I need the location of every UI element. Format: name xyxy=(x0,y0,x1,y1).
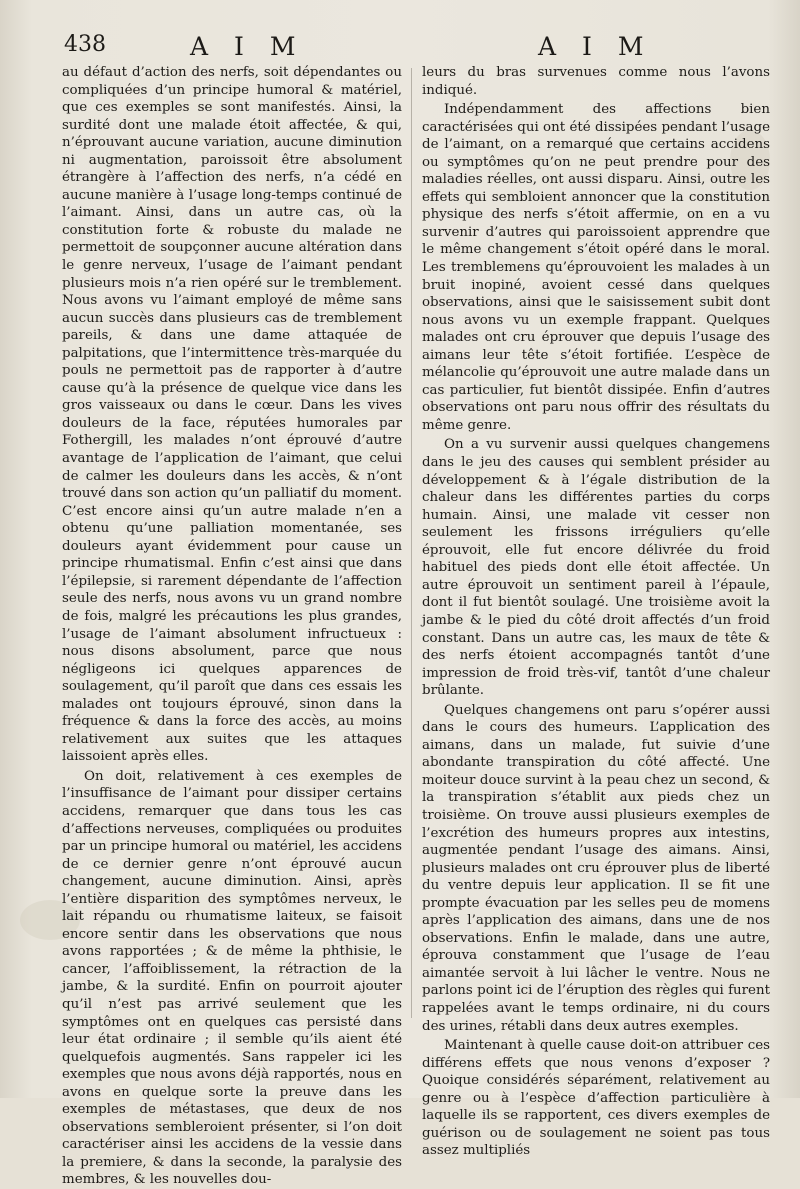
left-column xyxy=(62,64,402,1189)
right-column xyxy=(422,64,770,1160)
paragraph: leurs du bras survenues comme nous l’avons indiqué. xyxy=(422,65,770,98)
paragraph: On a vu survenir aussi quelques changemens dans le jeu des causes qui semblent présider au développement & à l’égale distribution de la chaleur dans les différentes parties du corps humain. Ainsi, une malade vit cesser non seulement les frissons irréguliers qu’elle éprouvoit, elle fut encore délivrée du froid habituel des pieds dont elle étoit affectée. Un autre éprouvoit un sentiment pareil à l’épaule, dont il fut bientôt soulagé. Une troisième avoit la jambe & le pied du côté droit affectés d’un froid constant. Dans un autre cas, les maux de tête & des nerfs étoient accompagnés tantôt d’une impression de froid très-vif, tantôt d’une chaleur brûlante. xyxy=(422,437,770,699)
paragraph: au défaut d’action des nerfs, soit dépendantes ou compliquées d’un principe humoral & matériel, que ces exemples se sont manifestés. Ainsi, la surdité dont une malade étoit affectée, & qui, n’éprouvant aucune variation, aucune diminution ni augmentation, paroissoit être absolument étrangère à l’affection des nerfs, n’a cédé en aucune manière à l’usage long-temps continué de l’aimant. Ainsi, dans un autre cas, où la constitution forte & robuste du malade ne permettoit de soupçonner aucune altération dans le genre nerveux, l’usage de l’aimant pendant plusieurs mois n’a rien opéré sur le tremblement. Nous avons vu l’aimant employé de même sans aucun succès dans plusieurs cas de tremblement pareils, & dans une dame attaquée de palpitations, que l’intermittence très-marquée du pouls ne permettoit pas de rapporter à d’autre cause qu’à la présence de quelque vice dans les gros vaisseaux ou dans le cœur. Dans les vives douleurs de la face, réputées humorales par Fothergill, les malades n’ont éprouvé d’autre avantage de l’application de l’aimant, que celui de calmer les douleurs dans les accès, & n’ont trouvé dans son action qu’un palliatif du moment. C’est encore ainsi qu’un autre malade n’en a obtenu qu’une palliation momentanée, ses douleurs ayant évidemment pour cause un principe rhumatismal. Enfin c’est ainsi que dans l’épilepsie, si rarement dépendante de l’affection seule des nerfs, nous avons vu un grand nombre de fois, malgré les précautions les plus grandes, l’usage de l’aimant absolument infructueux : nous disons absolument, parce que nous négligeons ici quelques apparences de soulagement, qu’il paroît que dans ces essais les malades ont toujours éprouvé, sinon dans la fréquence & dans la force des accès, au moins relativement aux suites que les attaques laissoient après elles. xyxy=(62,65,402,765)
paragraph: Maintenant à quelle cause doit-on attribuer ces différens effets que nous venons d’exposer ? Quoique considérés séparément, relativement au genre ou à l’espèce d’affection particulière à laquelle ils se rapportent, ces divers exemples de guérison ou de soulagement ne soient pas tous assez multipliés xyxy=(422,1038,770,1159)
paragraph: On doit, relativement à ces exemples de l’insuffisance de l’aimant pour dissiper certains accidens, remarquer que dans tous les cas d’affections nerveuses, compliquées ou produites par un principe humoral ou matériel, les accidens de ce dernier genre n’ont éprouvé aucun changement, aucune diminution. Ainsi, après l’entière disparition des symptômes nerveux, le lait répandu ou rhumatisme laiteux, se faisoit encore sentir dans les observations que nous avons rapportées ; & de même la phthisie, le cancer, l’affoiblissement, la rétraction de la jambe, & la surdité. Enfin on pourroit ajouter qu’il n’est pas arrivé seulement que les symptômes ont en quelques cas persisté dans leur état ordinaire ; il semble qu’ils aient été quelquefois augmentés. Sans rappeler ici les exemples que nous avons déjà rapportés, nous en avons en quelque sorte la preuve dans les exemples de métastases, que deux de nos observations sembleroient présenter, si l’on doit caractériser ainsi les accidens de la vessie dans la premiere, & dans la seconde, la paralysie des membres, & les nouvelles dou- xyxy=(62,768,402,1188)
paragraph: Indépendamment des affections bien caractérisées qui ont été dissipées pendant l’usage de l’aimant, on a remarqué que certains accidens ou symptômes qu’on ne peut prendre pour des maladies réelles, ont aussi disparu. Ainsi, outre les effets qui sembloient annoncer que la constitution physique des nerfs s’étoit affermie, on en a vu survenir d’autres qui paroissoient apprendre que le même changement s’étoit opéré dans le moral. Les tremblemens qu’éprouvoient les malades à un bruit inopiné, avoient cessé dans quelques observations, ainsi que le saisissement subit dont nous avons vu un exemple frappant. Quelques malades ont cru éprouver que depuis l’usage des aimans leur tête s’étoit fortifiée. L’espèce de mélancolie qu’éprouvoit une autre malade dans un cas particulier, fut bientôt dissipée. Enfin d’autres observations ont paru nous offrir des résultats du même genre. xyxy=(422,102,770,433)
page-header xyxy=(0,32,800,66)
column-divider xyxy=(411,68,412,1018)
paragraph: Quelques changemens ont paru s’opérer aussi dans le cours des humeurs. L’application des aimans, dans un malade, fut suivie d’une abondante transpiration du côté affecté. Une moiteur douce survint à la peau chez un second, & la transpiration s’établit aux pieds chez un troisième. On trouve aussi plusieurs exemples de l’excrétion des humeurs propres aux intestins, augmentée pendant l’usage des aimans. Ainsi, plusieurs malades ont cru éprouver plus de liberté du ventre depuis leur application. Il se fit une prompte évacuation par les selles peu de momens après l’application des aimans, dans une de nos observations. Enfin le malade, dans une autre, éprouva constamment que l’usage de l’eau aimantée servoit à lui lâcher le ventre. Nous ne parlons point ici de l’éruption des règles qui furent rappelées avant le temps ordinaire, ni du cours des urines, rétabli dans deux autres exemples. xyxy=(422,702,770,1034)
running-head-left: A I M xyxy=(190,32,305,61)
running-head-right: A I M xyxy=(538,32,653,61)
page-number: 438 xyxy=(64,32,106,57)
